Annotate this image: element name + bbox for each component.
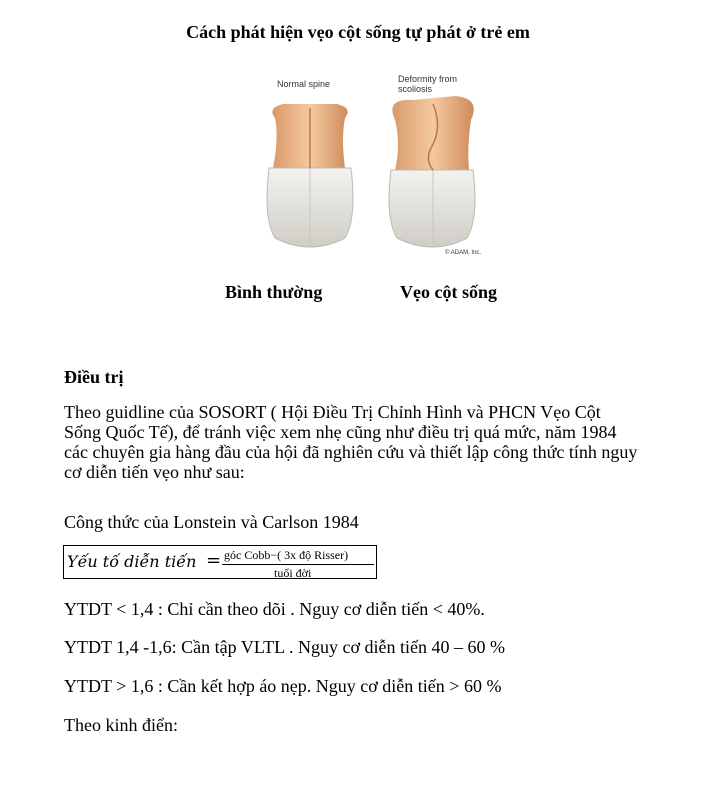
caption-normal: Bình thường [225,282,323,302]
paragraph-line: Sống Quốc Tế), để tránh việc xem nhẹ cũng như điều trị quá mức, năm 1984 [64,422,617,442]
paragraph-line: các chuyên gia hàng đầu của hội đã nghiên cứu và thiết lập công thức tính nguy [64,442,638,462]
paragraph-line: cơ diễn tiến vẹo như sau: [64,462,245,482]
deformity-label-line1: Deformity from [398,74,458,84]
treatment-paragraph [64,402,674,482]
normal-torso [267,104,353,247]
formula-numerator: góc Cobb−( 3x độ Risser) [224,548,349,562]
deformity-label-line2: scoliosis [398,84,433,94]
formula-denominator: tuổi đời [274,566,312,580]
rule-medium: YTDT 1,4 -1,6: Cần tập VLTL . Nguy cơ diễn tiến 40 – 60 % [64,637,505,657]
paragraph-line: Theo guidline của SOSORT ( Hội Điều Trị Chỉnh Hình và PHCN Vẹo Cột [64,402,601,422]
section-heading-treatment: Điều trị [64,367,124,387]
spine-illustration [245,68,495,260]
spine-comparison-figure [245,68,495,260]
fraction-bar [222,564,374,565]
closing-line: Theo kinh điển: [64,715,178,735]
rule-low: YTDT < 1,4 : Chỉ cần theo dõi . Nguy cơ diễn tiến < 40%. [64,599,485,619]
formula-lhs: Yếu tố diễn tiến [67,552,197,571]
caption-scoliosis: Vẹo cột sống [400,282,497,302]
formula-equals: = [206,550,222,571]
rule-high: YTDT > 1,6 : Cần kết hợp áo nẹp. Nguy cơ diễn tiến > 60 % [64,676,502,696]
page-title: Cách phát hiện vẹo cột sống tự phát ở trẻ em [186,22,530,42]
formula-intro: Công thức của Lonstein và Carlson 1984 [64,512,359,532]
normal-spine-label: Normal spine [277,79,331,89]
scoliosis-torso [389,96,475,247]
formula-box [63,545,377,579]
image-watermark: © ADAM, Inc. [445,250,482,256]
